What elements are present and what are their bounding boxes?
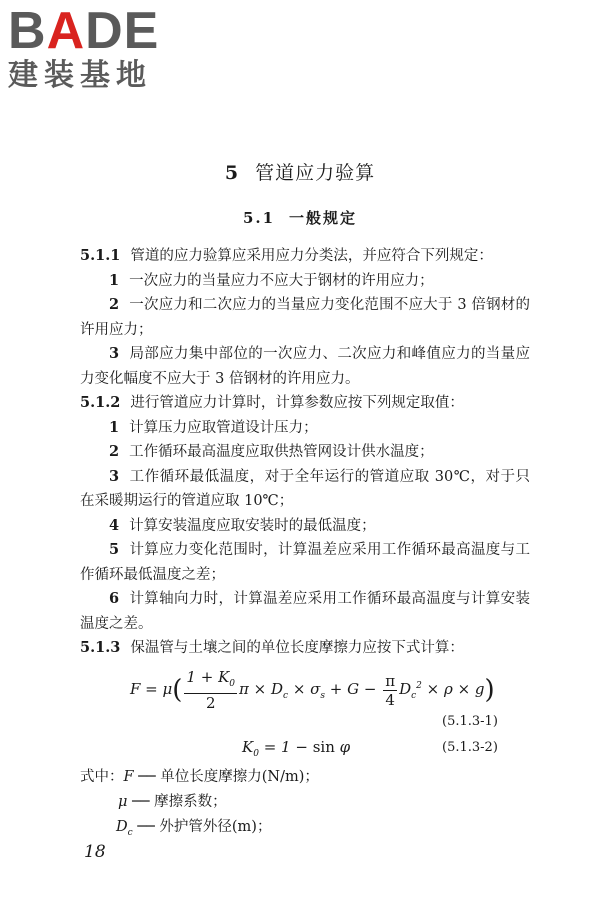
document-body bbox=[80, 244, 530, 661]
section-title: 5.1 一般规定 bbox=[242, 209, 358, 227]
list-item: 3 局部应力集中部位的一次应力、二次应力和峰值应力的当量应力变化幅度不应大于 3 倍钢材的许用应力。 bbox=[80, 345, 530, 387]
formula-5-1-3-1: F = μ( $\frac{1 + K_0}{2}$ $\pi \times D_c \times \sigma_s + G$ − $\frac{\pi}{4}$ $D_c^2 \times \rho \times g$) bbox=[130, 668, 495, 712]
symbol-definition: 式中：F ── 单位长度摩擦力(N/m)； bbox=[80, 769, 319, 785]
list-item: 5 计算应力变化范围时，计算温差应采用工作循环最高温度与工作循环最低温度之差； bbox=[80, 541, 530, 583]
list-item: 4 计算安装温度应取安装时的最低温度； bbox=[109, 516, 376, 534]
logo-wordmark: BADE bbox=[8, 2, 160, 60]
symbol-definition: μ ── 摩擦系数； bbox=[118, 794, 227, 810]
list-item: 6 计算轴向力时，计算温差应采用工作循环最高温度与计算安装温度之差。 bbox=[80, 590, 530, 632]
logo-subtitle: 建装基地 bbox=[8, 58, 152, 93]
brand-logo bbox=[8, 4, 178, 94]
list-item: 1 一次应力的当量应力不应大于钢材的许用应力； bbox=[109, 271, 434, 289]
list-item: 1 计算压力应取管道设计压力； bbox=[109, 418, 318, 436]
clause-5-1-2: 5.1.2 进行管道应力计算时，计算参数应按下列规定取值： bbox=[80, 394, 464, 411]
formula-label: (5.1.3-2) bbox=[442, 740, 498, 755]
clause-5-1-1: 5.1.1 管道的应力验算应采用应力分类法，并应符合下列规定： bbox=[80, 247, 493, 264]
list-item: 3 工作循环最低温度，对于全年运行的管道应取 30℃，对于只在采暖期运行的管道应取 10℃； bbox=[80, 467, 530, 509]
chapter-title: 5 管道应力验算 bbox=[224, 162, 376, 184]
symbol-definition: $D_c$ ── 外护管外径(m)； bbox=[116, 819, 272, 838]
clause-5-1-3: 5.1.3 保温管与土壤之间的单位长度摩擦力应按下式计算： bbox=[80, 639, 464, 656]
formula-5-1-3-2: $K_0 = 1 - \sin \varphi$ bbox=[242, 738, 351, 759]
formula-label: (5.1.3-1) bbox=[442, 714, 498, 729]
list-item: 2 一次应力和二次应力的当量应力变化范围不应大于 3 倍钢材的许用应力； bbox=[80, 296, 530, 338]
page-number: 18 bbox=[84, 842, 106, 862]
list-item: 2 工作循环最高温度应取供热管网设计供水温度； bbox=[109, 443, 434, 460]
